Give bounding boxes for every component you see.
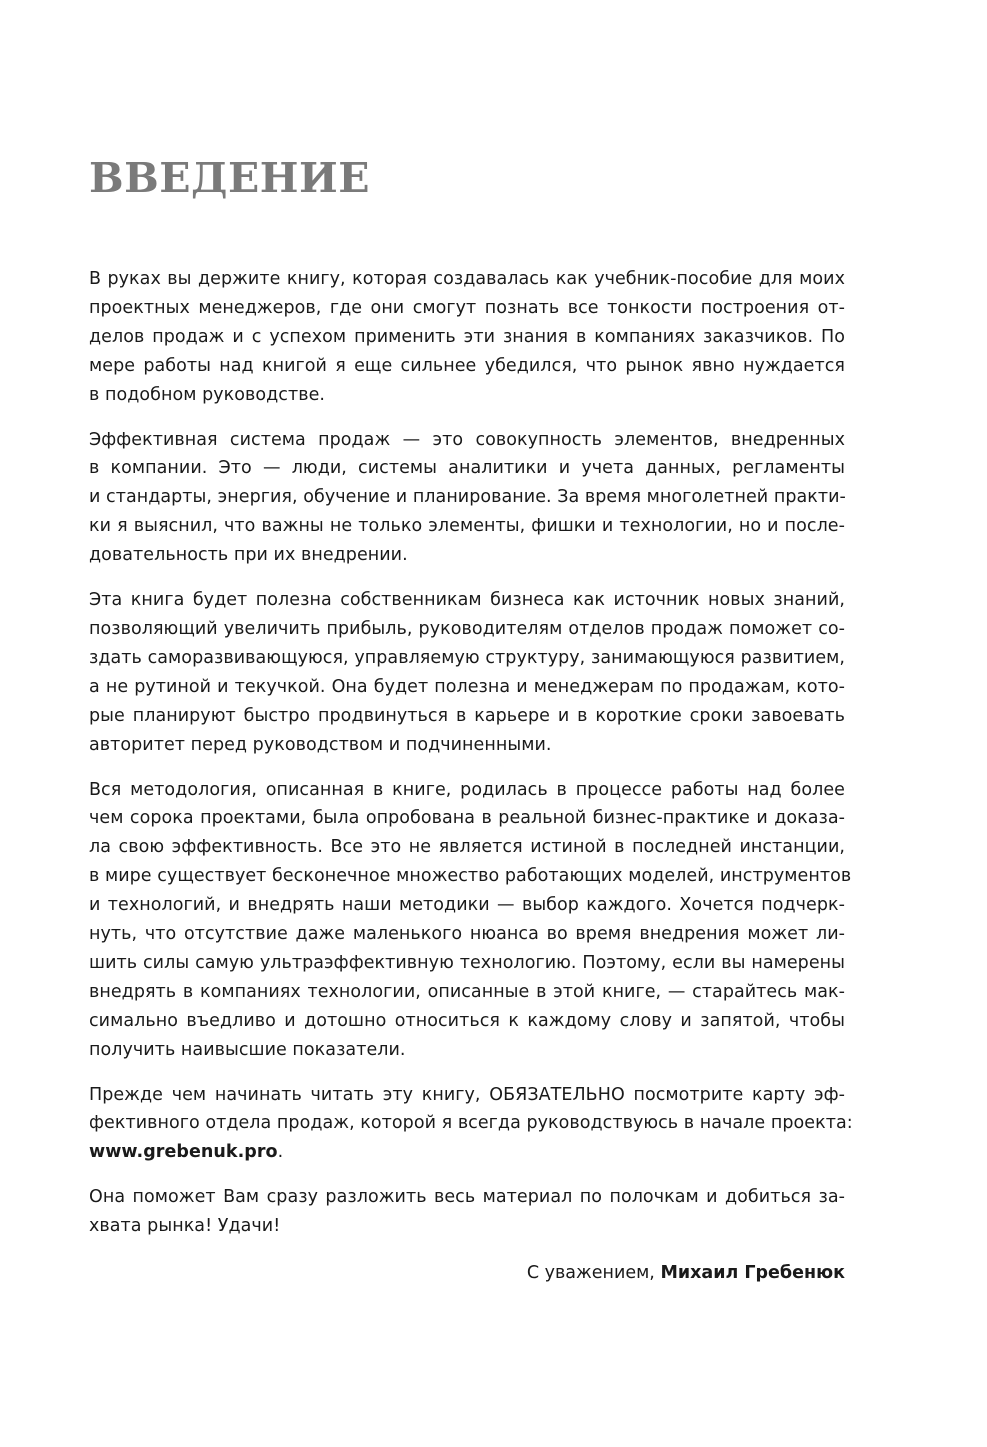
text-line: Она поможет Вам сразу разложить весь материал по полочкам и добиться за- <box>89 1187 845 1208</box>
text-line: Вся методология, описанная в книге, родилась в процессе работы над более <box>89 779 845 800</box>
text-line: нуть, что отсутствие даже маленького нюанса во время внедрения может ли- <box>89 924 845 945</box>
text-line: фективного отдела продаж, которой я всегда руководствуюсь в начале проекта: <box>89 1113 853 1134</box>
text-line: внедрять в компаниях технологии, описанные в этой книге, — старайтесь мак- <box>89 981 845 1002</box>
signature <box>89 1259 845 1288</box>
paragraph-3 <box>89 586 845 759</box>
text-line: делов продаж и с успехом применить эти знания в компаниях заказчиков. По <box>89 326 845 347</box>
text-line: Эта книга будет полезна собственникам бизнеса как источник новых знаний, <box>89 590 845 611</box>
text-line: ки я выяснил, что важны не только элементы, фишки и технологии, но и после- <box>89 516 845 537</box>
text-line: получить наивысшие показатели. <box>89 1039 406 1060</box>
paragraph-1 <box>89 265 845 410</box>
text-line: в подобном руководстве. <box>89 384 326 405</box>
text-line: позволяющий увеличить прибыль, руководителям отделов продаж поможет со- <box>89 618 845 639</box>
text-line: и технологий, и внедрять наши методики — выбор каждого. Хочется подчерк- <box>89 895 845 916</box>
text-line: мере работы над книгой я еще сильнее убедился, что рынок явно нуждается <box>89 355 845 376</box>
text-line: а не рутиной и текучкой. Она будет полезна и менеджерам по продажам, кото- <box>89 676 845 697</box>
text-line: довательность при их внедрении. <box>89 545 408 566</box>
chapter-title: ВВЕДЕНИЕ <box>89 154 370 202</box>
paragraph-4 <box>89 776 852 1065</box>
text-line: в компании. Это — люди, системы аналитики и учета данных, регламенты <box>89 458 845 479</box>
text-line: проектных менеджеров, где они смогут познать все тонкости построения от- <box>89 297 845 318</box>
signature-prefix: С уважением, <box>526 1263 661 1284</box>
paragraph-2 <box>89 426 845 571</box>
text-line: Эффективная система продаж — это совокупность элементов, внедренных <box>89 429 845 450</box>
text-line: Прежде чем начинать читать эту книгу, ОБЯЗАТЕЛЬНО посмотрите карту эф- <box>89 1084 845 1105</box>
paragraph-6 <box>89 1183 845 1241</box>
website-link[interactable]: www.grebenuk.pro <box>89 1142 278 1163</box>
text-line: авторитет перед руководством и подчиненными. <box>89 734 552 755</box>
link-line <box>89 1138 845 1167</box>
text-line: ла свою эффективность. Все это не является истиной в последней инстанции, <box>89 837 845 858</box>
text-line: хвата рынка! Удачи! <box>89 1216 281 1237</box>
text-line: рые планируют быстро продвинуться в карьере и в короткие сроки завоевать <box>89 705 845 726</box>
text-line: симально въедливо и дотошно относиться к каждому слову и запятой, чтобы <box>89 1010 845 1031</box>
text-line: и стандарты, энергия, обучение и планирование. За время многолетней практи- <box>89 487 846 508</box>
text-line: В руках вы держите книгу, которая создавалась как учебник-пособие для моих <box>89 269 845 289</box>
text-line: шить силы самую ультраэффективную технологию. Поэтому, если вы намерены <box>89 952 845 973</box>
text-line: здать саморазвивающуюся, управляемую структуру, занимающуюся развитием, <box>89 647 845 668</box>
paragraph-5 <box>89 1081 853 1168</box>
text-line: чем сорока проектами, была опробована в реальной бизнес-практике и доказа- <box>89 808 845 829</box>
body-text <box>89 265 853 1288</box>
text-line: в мире существует бесконечное множество работающих моделей, инструментов <box>89 866 852 887</box>
signature-author: Михаил Гребенюк <box>660 1263 845 1284</box>
link-suffix: . <box>277 1142 284 1163</box>
